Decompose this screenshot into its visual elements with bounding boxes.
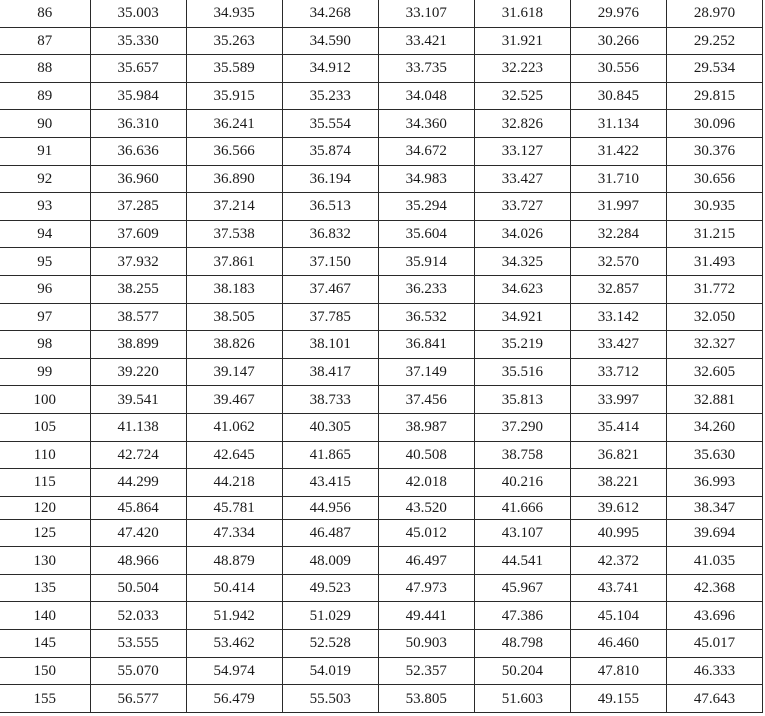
value-cell: 36.233	[378, 275, 474, 303]
value-cell: 34.672	[378, 137, 474, 165]
value-cell: 29.976	[570, 0, 666, 27]
value-cell: 30.266	[570, 27, 666, 55]
value-cell: 39.147	[186, 358, 282, 386]
value-cell: 38.417	[282, 358, 378, 386]
table-row	[0, 657, 763, 685]
value-cell: 33.421	[378, 27, 474, 55]
value-cell: 35.330	[90, 27, 186, 55]
row-label-cell: 89	[0, 82, 90, 110]
value-cell: 34.325	[474, 248, 570, 276]
value-cell: 45.864	[90, 496, 186, 519]
value-cell: 44.218	[186, 469, 282, 497]
value-cell: 43.415	[282, 469, 378, 497]
value-cell: 38.826	[186, 331, 282, 359]
row-label-cell: 135	[0, 574, 90, 602]
value-cell: 47.973	[378, 574, 474, 602]
table-row	[0, 413, 763, 441]
value-cell: 41.138	[90, 413, 186, 441]
row-label-cell: 92	[0, 165, 90, 193]
value-cell: 35.263	[186, 27, 282, 55]
row-label-cell: 95	[0, 248, 90, 276]
row-label-cell: 140	[0, 602, 90, 630]
table-row	[0, 441, 763, 469]
value-cell: 31.921	[474, 27, 570, 55]
table-row	[0, 165, 763, 193]
value-cell: 38.733	[282, 386, 378, 414]
value-cell: 41.865	[282, 441, 378, 469]
value-cell: 30.096	[666, 110, 762, 138]
value-cell: 47.643	[666, 685, 762, 713]
value-cell: 31.772	[666, 275, 762, 303]
value-cell: 31.493	[666, 248, 762, 276]
value-cell: 44.299	[90, 469, 186, 497]
value-cell: 36.890	[186, 165, 282, 193]
value-cell: 50.504	[90, 574, 186, 602]
value-cell: 32.605	[666, 358, 762, 386]
value-cell: 44.956	[282, 496, 378, 519]
table-row	[0, 27, 763, 55]
value-cell: 39.541	[90, 386, 186, 414]
value-cell: 32.050	[666, 303, 762, 331]
value-cell: 37.214	[186, 193, 282, 221]
value-cell: 50.903	[378, 630, 474, 658]
value-cell: 36.194	[282, 165, 378, 193]
value-cell: 36.513	[282, 193, 378, 221]
value-cell: 44.541	[474, 547, 570, 575]
row-label-cell: 100	[0, 386, 90, 414]
value-cell: 35.874	[282, 137, 378, 165]
table-row	[0, 137, 763, 165]
value-cell: 52.357	[378, 657, 474, 685]
value-cell: 37.150	[282, 248, 378, 276]
value-cell: 36.241	[186, 110, 282, 138]
value-cell: 32.826	[474, 110, 570, 138]
value-cell: 47.386	[474, 602, 570, 630]
value-cell: 33.142	[570, 303, 666, 331]
row-label-cell: 94	[0, 220, 90, 248]
value-cell: 28.970	[666, 0, 762, 27]
row-label-cell: 130	[0, 547, 90, 575]
value-cell: 32.881	[666, 386, 762, 414]
table-row	[0, 82, 763, 110]
table-row	[0, 386, 763, 414]
table-row	[0, 358, 763, 386]
value-cell: 36.993	[666, 469, 762, 497]
value-cell: 36.821	[570, 441, 666, 469]
table-row	[0, 303, 763, 331]
value-cell: 33.127	[474, 137, 570, 165]
value-cell: 29.252	[666, 27, 762, 55]
value-cell: 35.915	[186, 82, 282, 110]
value-cell: 34.912	[282, 55, 378, 83]
value-cell: 34.026	[474, 220, 570, 248]
value-cell: 42.372	[570, 547, 666, 575]
value-cell: 35.589	[186, 55, 282, 83]
value-cell: 45.967	[474, 574, 570, 602]
value-cell: 43.696	[666, 602, 762, 630]
row-label-cell: 115	[0, 469, 90, 497]
value-cell: 41.666	[474, 496, 570, 519]
value-cell: 34.935	[186, 0, 282, 27]
value-cell: 48.009	[282, 547, 378, 575]
table-row	[0, 331, 763, 359]
value-cell: 37.285	[90, 193, 186, 221]
value-cell: 37.538	[186, 220, 282, 248]
value-cell: 34.921	[474, 303, 570, 331]
row-label-cell: 97	[0, 303, 90, 331]
value-cell: 56.479	[186, 685, 282, 713]
value-cell: 37.456	[378, 386, 474, 414]
value-cell: 32.284	[570, 220, 666, 248]
value-cell: 37.932	[90, 248, 186, 276]
row-label-cell: 87	[0, 27, 90, 55]
value-cell: 51.942	[186, 602, 282, 630]
value-cell: 45.017	[666, 630, 762, 658]
table-row	[0, 110, 763, 138]
row-label-cell: 125	[0, 519, 90, 547]
value-cell: 32.327	[666, 331, 762, 359]
value-cell: 40.508	[378, 441, 474, 469]
value-cell: 33.427	[570, 331, 666, 359]
value-cell: 43.741	[570, 574, 666, 602]
table-row	[0, 685, 763, 713]
value-cell: 30.556	[570, 55, 666, 83]
value-cell: 30.656	[666, 165, 762, 193]
table-row	[0, 602, 763, 630]
value-cell: 34.260	[666, 413, 762, 441]
row-label-cell: 98	[0, 331, 90, 359]
value-cell: 37.861	[186, 248, 282, 276]
value-cell: 29.534	[666, 55, 762, 83]
value-cell: 31.710	[570, 165, 666, 193]
value-cell: 47.420	[90, 519, 186, 547]
row-label-cell: 150	[0, 657, 90, 685]
value-cell: 45.781	[186, 496, 282, 519]
value-cell: 39.220	[90, 358, 186, 386]
table-row	[0, 547, 763, 575]
value-cell: 53.462	[186, 630, 282, 658]
value-cell: 31.134	[570, 110, 666, 138]
value-cell: 31.422	[570, 137, 666, 165]
value-cell: 33.727	[474, 193, 570, 221]
row-label-cell: 145	[0, 630, 90, 658]
value-cell: 31.618	[474, 0, 570, 27]
table-row	[0, 220, 763, 248]
table-row	[0, 574, 763, 602]
value-cell: 37.785	[282, 303, 378, 331]
row-label-cell: 93	[0, 193, 90, 221]
value-cell: 36.310	[90, 110, 186, 138]
value-cell: 36.532	[378, 303, 474, 331]
value-cell: 35.233	[282, 82, 378, 110]
value-cell: 38.577	[90, 303, 186, 331]
value-cell: 51.029	[282, 602, 378, 630]
value-cell: 33.997	[570, 386, 666, 414]
value-cell: 40.216	[474, 469, 570, 497]
value-cell: 30.845	[570, 82, 666, 110]
table-row	[0, 248, 763, 276]
value-cell: 33.735	[378, 55, 474, 83]
value-cell: 34.623	[474, 275, 570, 303]
row-label-cell: 88	[0, 55, 90, 83]
row-label-cell: 110	[0, 441, 90, 469]
value-cell: 34.590	[282, 27, 378, 55]
value-cell: 32.525	[474, 82, 570, 110]
value-cell: 45.104	[570, 602, 666, 630]
value-cell: 40.305	[282, 413, 378, 441]
table-row	[0, 630, 763, 658]
value-cell: 36.832	[282, 220, 378, 248]
value-cell: 30.376	[666, 137, 762, 165]
value-cell: 38.255	[90, 275, 186, 303]
value-cell: 46.333	[666, 657, 762, 685]
value-cell: 50.414	[186, 574, 282, 602]
value-cell: 36.960	[90, 165, 186, 193]
value-cell: 45.012	[378, 519, 474, 547]
value-cell: 35.414	[570, 413, 666, 441]
row-label-cell: 91	[0, 137, 90, 165]
row-label-cell: 120	[0, 496, 90, 519]
value-cell: 54.019	[282, 657, 378, 685]
value-cell: 39.467	[186, 386, 282, 414]
value-cell: 35.516	[474, 358, 570, 386]
value-cell: 32.223	[474, 55, 570, 83]
row-label-cell: 96	[0, 275, 90, 303]
value-cell: 33.427	[474, 165, 570, 193]
value-cell: 52.033	[90, 602, 186, 630]
value-cell: 31.997	[570, 193, 666, 221]
value-cell: 35.219	[474, 331, 570, 359]
value-cell: 55.070	[90, 657, 186, 685]
value-cell: 36.636	[90, 137, 186, 165]
table-row	[0, 0, 763, 27]
value-cell: 38.183	[186, 275, 282, 303]
row-label-cell: 99	[0, 358, 90, 386]
value-cell: 48.798	[474, 630, 570, 658]
value-cell: 39.612	[570, 496, 666, 519]
value-cell: 35.984	[90, 82, 186, 110]
value-cell: 38.221	[570, 469, 666, 497]
value-cell: 34.268	[282, 0, 378, 27]
value-cell: 35.554	[282, 110, 378, 138]
value-cell: 42.724	[90, 441, 186, 469]
value-cell: 42.368	[666, 574, 762, 602]
value-cell: 38.987	[378, 413, 474, 441]
value-cell: 38.505	[186, 303, 282, 331]
value-cell: 42.645	[186, 441, 282, 469]
row-label-cell: 90	[0, 110, 90, 138]
value-cell: 52.528	[282, 630, 378, 658]
value-cell: 43.107	[474, 519, 570, 547]
value-cell: 38.347	[666, 496, 762, 519]
value-cell: 41.035	[666, 547, 762, 575]
value-cell: 37.290	[474, 413, 570, 441]
value-cell: 32.857	[570, 275, 666, 303]
value-cell: 35.003	[90, 0, 186, 27]
table-row	[0, 55, 763, 83]
value-cell: 37.467	[282, 275, 378, 303]
value-cell: 33.107	[378, 0, 474, 27]
value-cell: 35.630	[666, 441, 762, 469]
value-cell: 48.879	[186, 547, 282, 575]
value-cell: 35.294	[378, 193, 474, 221]
value-cell: 33.712	[570, 358, 666, 386]
value-cell: 38.758	[474, 441, 570, 469]
value-cell: 37.149	[378, 358, 474, 386]
value-cell: 46.487	[282, 519, 378, 547]
table-row	[0, 519, 763, 547]
value-cell: 35.657	[90, 55, 186, 83]
value-cell: 46.460	[570, 630, 666, 658]
table-row	[0, 496, 763, 519]
row-label-cell: 86	[0, 0, 90, 27]
value-cell: 47.334	[186, 519, 282, 547]
value-cell: 30.935	[666, 193, 762, 221]
value-cell: 34.360	[378, 110, 474, 138]
value-cell: 47.810	[570, 657, 666, 685]
value-cell: 53.805	[378, 685, 474, 713]
value-cell: 50.204	[474, 657, 570, 685]
table-row	[0, 275, 763, 303]
value-cell: 55.503	[282, 685, 378, 713]
value-cell: 53.555	[90, 630, 186, 658]
value-cell: 36.566	[186, 137, 282, 165]
table-row	[0, 469, 763, 497]
table-row	[0, 193, 763, 221]
value-cell: 43.520	[378, 496, 474, 519]
value-cell: 56.577	[90, 685, 186, 713]
value-cell: 54.974	[186, 657, 282, 685]
value-cell: 49.441	[378, 602, 474, 630]
value-cell: 37.609	[90, 220, 186, 248]
value-cell: 49.523	[282, 574, 378, 602]
row-label-cell: 105	[0, 413, 90, 441]
value-cell: 46.497	[378, 547, 474, 575]
value-cell: 38.101	[282, 331, 378, 359]
value-cell: 35.604	[378, 220, 474, 248]
value-cell: 38.899	[90, 331, 186, 359]
value-cell: 35.914	[378, 248, 474, 276]
value-cell: 51.603	[474, 685, 570, 713]
value-cell: 40.995	[570, 519, 666, 547]
value-cell: 35.813	[474, 386, 570, 414]
value-cell: 49.155	[570, 685, 666, 713]
value-cell: 29.815	[666, 82, 762, 110]
value-cell: 36.841	[378, 331, 474, 359]
value-cell: 31.215	[666, 220, 762, 248]
row-label-cell: 155	[0, 685, 90, 713]
value-cell: 34.048	[378, 82, 474, 110]
value-cell: 48.966	[90, 547, 186, 575]
value-cell: 41.062	[186, 413, 282, 441]
value-cell: 42.018	[378, 469, 474, 497]
value-cell: 39.694	[666, 519, 762, 547]
value-cell: 32.570	[570, 248, 666, 276]
value-cell: 34.983	[378, 165, 474, 193]
